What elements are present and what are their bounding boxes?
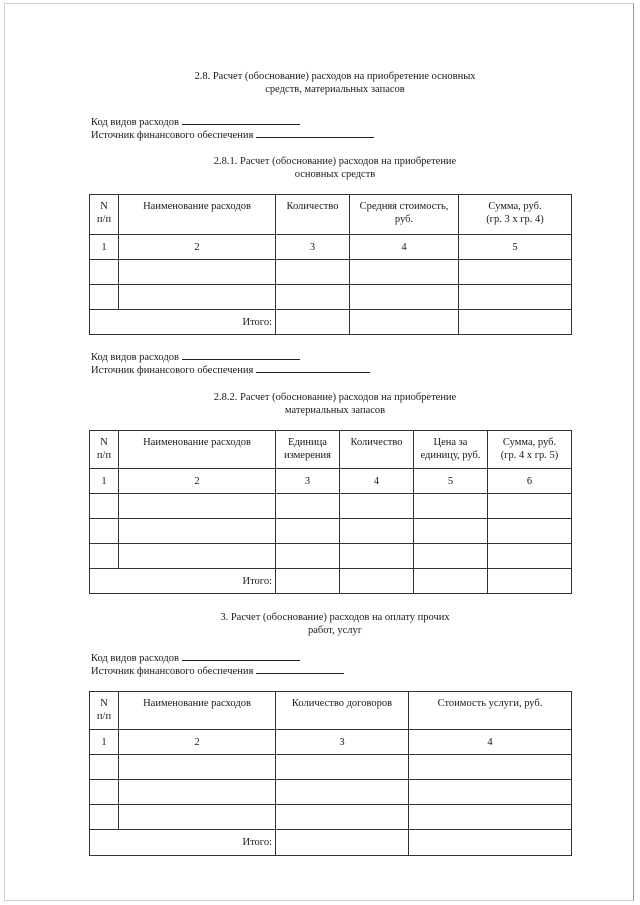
table-row [90,805,572,830]
header-cell [90,692,119,730]
source-field-3 [91,664,344,678]
table-cell[interactable] [119,494,276,519]
table-281-title-line1: 2.8.1. Расчет (обоснование) расходов на приобретение [213,156,457,167]
column-number: 1 [90,730,119,755]
total-cell[interactable] [276,310,350,335]
table-cell[interactable] [414,519,488,544]
table-3 [89,691,572,856]
table-3-number-row [90,730,572,755]
header-text: Наименование расходов [143,698,251,709]
table-cell[interactable] [350,285,459,310]
table-cell[interactable] [119,519,276,544]
header-cell [276,431,340,469]
table-cell[interactable] [340,494,414,519]
header-text: единицу, руб. [420,450,481,461]
total-label: Итого: [90,830,276,856]
header-cell [119,692,276,730]
header-text: п/п [96,711,112,722]
table-cell[interactable] [119,755,276,780]
column-number: 3 [276,469,340,494]
header-text: Количество договоров [291,698,393,709]
header-cell [119,431,276,469]
header-cell [276,692,409,730]
total-cell[interactable] [409,830,572,856]
column-number: 2 [119,469,276,494]
code-field-2 [91,350,300,364]
table-row [90,755,572,780]
total-row [90,830,572,856]
table-cell[interactable] [276,780,409,805]
section-28-title [150,70,520,96]
total-label: Итого: [90,310,276,335]
source-input-line[interactable] [256,128,374,138]
total-cell[interactable] [340,569,414,594]
header-text: Сумма, руб. [502,437,557,448]
header-text: п/п [96,214,112,225]
total-cell[interactable] [350,310,459,335]
table-cell[interactable] [90,285,119,310]
table-cell[interactable] [276,519,340,544]
table-cell[interactable] [409,755,572,780]
table-cell[interactable] [350,260,459,285]
section-3-title-line2: работ, услуг [307,625,363,636]
table-cell[interactable] [276,260,350,285]
table-282-header-row [90,431,572,469]
table-cell[interactable] [276,494,340,519]
header-text: измерения [284,450,331,461]
total-cell[interactable] [459,310,572,335]
header-text: Количество [286,201,339,212]
header-cell [409,692,572,730]
header-text: п/п [96,450,112,461]
table-row [90,260,572,285]
header-text: руб. [394,214,414,225]
column-number: 3 [276,730,409,755]
table-281 [89,194,572,335]
header-cell [340,431,414,469]
header-cell [414,431,488,469]
header-text: N [100,201,108,212]
column-number: 5 [414,469,488,494]
table-cell[interactable] [459,260,572,285]
section-3-title [170,611,500,637]
header-text: (гр. 4 x гр. 5) [500,450,559,461]
table-282-title-line2: материальных запасов [284,405,386,416]
header-cell [276,195,350,235]
source-field-2 [91,363,370,377]
table-row [90,780,572,805]
header-text: Цена за [433,437,468,448]
table-cell[interactable] [276,285,350,310]
table-cell[interactable] [119,544,276,569]
table-cell[interactable] [90,519,119,544]
header-text: N [100,437,108,448]
table-cell[interactable] [119,780,276,805]
table-cell[interactable] [276,544,340,569]
source-input-line[interactable] [256,664,344,674]
header-cell [90,431,119,469]
table-cell[interactable] [409,805,572,830]
column-number: 1 [90,469,119,494]
header-cell [119,195,276,235]
code-input-line[interactable] [182,350,300,360]
column-number: 3 [276,235,350,260]
table-cell[interactable] [409,780,572,805]
code-label: Код видов расходов [91,352,179,363]
source-label: Источник финансового обеспечения [91,365,254,376]
column-number: 4 [409,730,572,755]
table-cell[interactable] [90,780,119,805]
table-281-header-row [90,195,572,235]
total-label: Итого: [90,569,276,594]
column-number: 5 [459,235,572,260]
section-28-title-line1: 2.8. Расчет (обоснование) расходов на приобретение основных [194,71,476,82]
section-3-title-line1: 3. Расчет (обоснование) расходов на оплату прочих [220,612,450,623]
total-row [90,310,572,335]
table-row [90,494,572,519]
table-cell[interactable] [340,519,414,544]
table-cell[interactable] [459,285,572,310]
column-number: 4 [340,469,414,494]
table-281-title-line2: основных средств [294,169,376,180]
code-input-line[interactable] [182,651,300,661]
code-field-1 [91,115,300,129]
header-text: Сумма, руб. [488,201,542,212]
table-281-title [170,155,500,181]
header-cell [459,195,572,235]
code-input-line[interactable] [182,115,300,125]
header-text: Наименование расходов [143,437,251,448]
column-number: 2 [119,730,276,755]
column-number: 6 [488,469,572,494]
table-cell[interactable] [90,260,119,285]
header-text: Стоимость услуги, руб. [437,698,543,709]
total-cell[interactable] [276,569,340,594]
total-cell[interactable] [488,569,572,594]
code-field-3 [91,651,300,665]
section-28-title-line2: средств, материальных запасов [265,84,405,95]
header-text: N [100,698,108,709]
table-cell[interactable] [488,519,572,544]
column-number: 4 [350,235,459,260]
total-cell[interactable] [276,830,409,856]
table-282 [89,430,572,594]
table-cell[interactable] [488,544,572,569]
table-cell[interactable] [276,805,409,830]
table-cell[interactable] [90,494,119,519]
header-text: Средняя стоимость, [359,201,449,212]
table-282-number-row [90,469,572,494]
table-row [90,519,572,544]
header-cell [350,195,459,235]
column-number: 2 [119,235,276,260]
code-label: Код видов расходов [91,117,179,128]
table-cell[interactable] [90,755,119,780]
code-label: Код видов расходов [91,653,179,664]
table-282-title [170,391,500,417]
table-cell[interactable] [340,544,414,569]
table-3-header-row [90,692,572,730]
table-row [90,285,572,310]
table-cell[interactable] [119,805,276,830]
source-input-line[interactable] [256,363,370,373]
source-label: Источник финансового обеспечения [91,130,254,141]
source-label: Источник финансового обеспечения [91,666,254,677]
table-cell[interactable] [488,494,572,519]
table-cell[interactable] [119,260,276,285]
total-row [90,569,572,594]
table-282-title-line1: 2.8.2. Расчет (обоснование) расходов на приобретение [213,392,457,403]
total-cell[interactable] [414,569,488,594]
table-row [90,544,572,569]
table-cell[interactable] [276,755,409,780]
header-cell [90,195,119,235]
source-field-1 [91,128,374,142]
header-text: Наименование расходов [143,201,251,212]
header-cell [488,431,572,469]
table-cell[interactable] [90,805,119,830]
table-cell[interactable] [414,544,488,569]
column-number: 1 [90,235,119,260]
table-281-number-row [90,235,572,260]
header-text: Единица [288,437,327,448]
table-cell[interactable] [119,285,276,310]
table-cell[interactable] [414,494,488,519]
table-cell[interactable] [90,544,119,569]
header-text: Количество [350,437,403,448]
header-text: (гр. 3 x гр. 4) [486,214,544,225]
